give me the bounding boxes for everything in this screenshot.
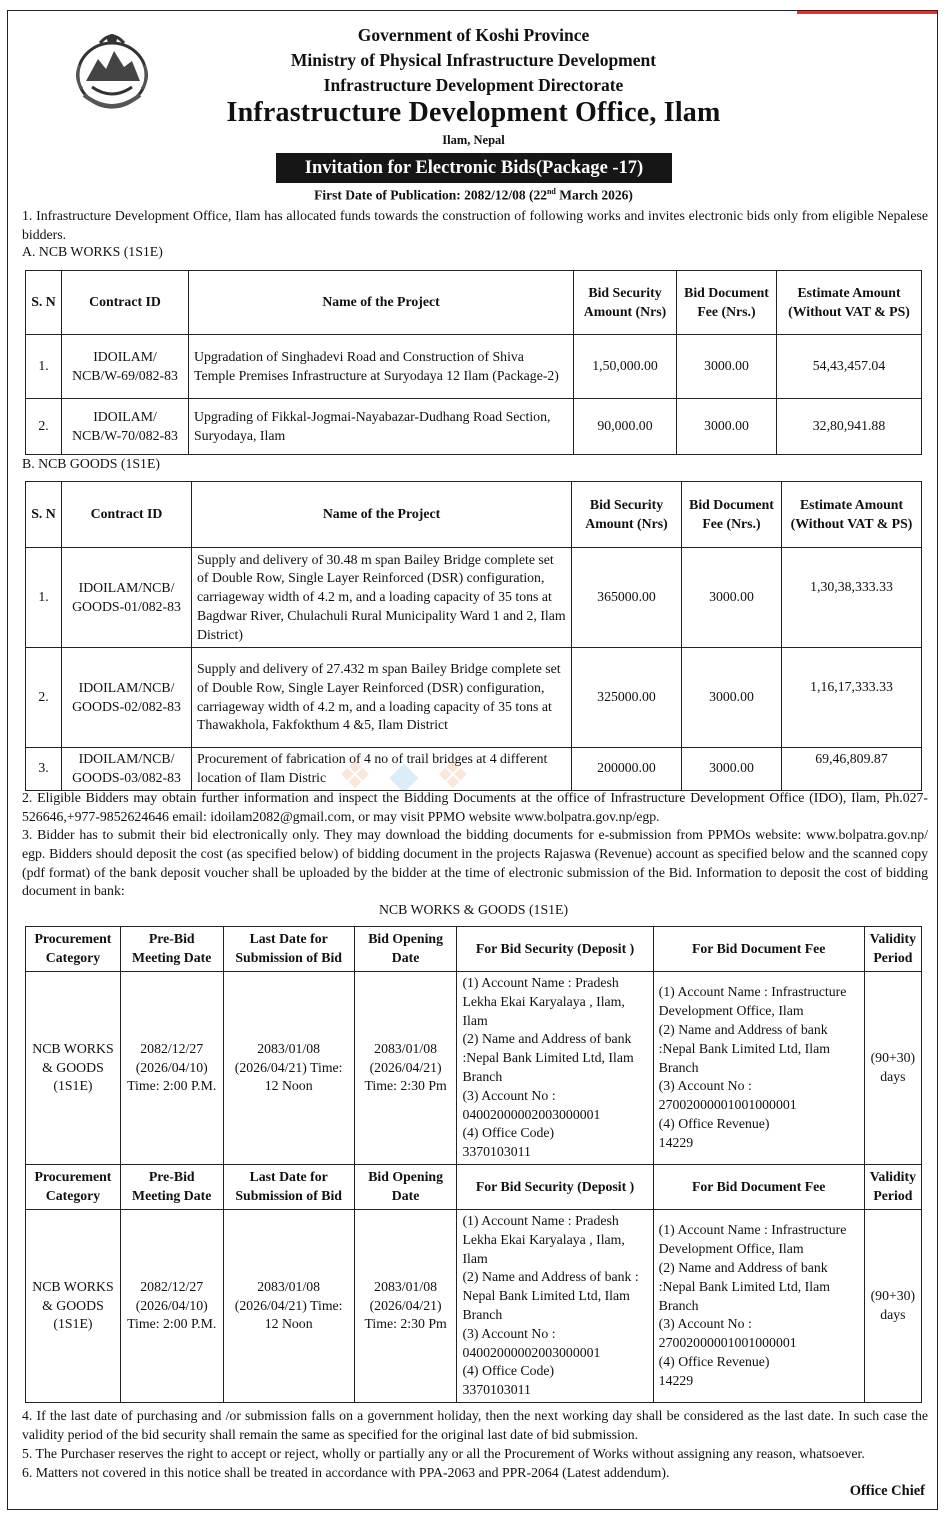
cell-validity: (90+30) days <box>864 972 921 1165</box>
col-header: S. N <box>26 482 62 548</box>
pub-date-sup: nd <box>546 187 556 196</box>
col-header: Bid Opening Date <box>354 1164 457 1209</box>
cell-bid-security: 90,000.00 <box>574 399 677 455</box>
cell-contract-id: IDOILAM/NCB/ GOODS-03/082-83 <box>62 748 192 791</box>
paragraph-4: 4. If the last date of purchasing and /or submission falls on a government holiday, then the next working day shall be considered as the last date. In such case the validity period of the bid security shall remain the same as specified for the original last date of bid submission. <box>22 1408 928 1442</box>
directorate-name: Infrastructure Development Directorate <box>323 75 624 95</box>
table-row <box>26 648 922 748</box>
account-line: (2) Name and Address of bank :Nepal Bank Limited Ltd, Ilam Branch <box>462 1031 634 1084</box>
cell-prebid-date: 2082/12/27 (2026/04/10) Time: 2:00 P.M. <box>120 1209 223 1402</box>
cell-sn: 2. <box>26 648 62 748</box>
account-line: (1) Account Name : Pradesh Lekha Ekai Karyalaya , Ilam, Ilam <box>462 975 625 1028</box>
cell-project-name: Supply and delivery of 27.432 m span Bailey Bridge complete set of Double Row, Single Layer Reinforced (DSR) configuration, carriageway width of 4.2 m, and a loading capacity of 35 tons at Thawakhola, Fakfokthum 4 &5, Ilam District <box>192 648 572 748</box>
account-line: 3370103011 <box>462 1144 531 1160</box>
office-location: Ilam, Nepal <box>442 133 505 147</box>
account-line: (2) Name and Address of bank : Nepal Bank Limited Ltd, Ilam Branch <box>462 1269 639 1322</box>
cell-contract-id: IDOILAM/NCB/ GOODS-02/082-83 <box>62 648 192 748</box>
cell-category: NCB WORKS & GOODS (1S1E) <box>26 1209 121 1402</box>
cell-sn: 3. <box>26 748 62 791</box>
table-row <box>26 399 922 455</box>
col-header: Bid Security Amount (Nrs) <box>572 482 682 548</box>
col-header: Bid Opening Date <box>354 927 457 972</box>
col-header: For Bid Document Fee <box>653 1164 864 1209</box>
col-header: Name of the Project <box>189 271 574 335</box>
cell-estimate: 1,30,38,333.33 <box>782 548 922 648</box>
account-line: (3) Account No : 04002000002003000001 <box>462 1087 601 1122</box>
schedule-title: NCB WORKS & GOODS (1S1E) <box>378 902 569 917</box>
cell-estimate: 32,80,941.88 <box>777 399 922 455</box>
account-line: 3370103011 <box>462 1382 531 1398</box>
account-line: (2) Name and Address of bank :Nepal Bank Limited Ltd, Ilam Branch <box>658 1021 830 1075</box>
government-name: Government of Koshi Province <box>357 25 590 45</box>
cell-opening-date: 2083/01/08 (2026/04/21) Time: 2:30 Pm <box>354 1209 457 1402</box>
signature-office-chief: Office Chief <box>849 1483 925 1499</box>
col-header: Bid Document Fee (Nrs.) <box>677 271 777 335</box>
cell-sn: 1. <box>26 335 62 399</box>
schedule-table <box>25 926 922 1403</box>
account-line: (3) Account No : 27002000001001000001 <box>658 1316 797 1351</box>
notice-banner: Invitation for Electronic Bids(Package -17) <box>276 153 672 183</box>
table-row <box>26 748 922 791</box>
paragraph-6: 6. Matters not covered in this notice shall be treated in accordance with PPA-2063 and PPR-2064 (Latest addendum). <box>22 1465 670 1480</box>
cell-prebid-date: 2082/12/27 (2026/04/10) Time: 2:00 P.M. <box>120 972 223 1165</box>
cell-project-name: Procurement of fabrication of 4 no of trail bridges at 4 different location of Ilam Distric <box>192 748 572 791</box>
table-row <box>26 1209 922 1402</box>
account-line: (1) Account Name : Pradesh Lekha Ekai Karyalaya , Ilam, Ilam <box>462 1212 625 1266</box>
pub-date-suffix: March 2026) <box>555 187 633 203</box>
col-header: Validity Period <box>864 927 921 972</box>
table-row <box>26 972 922 1165</box>
cell-doc-fee: 3000.00 <box>677 399 777 455</box>
cell-project-name: Supply and delivery of 30.48 m span Bailey Bridge complete set of Double Row, Single Layer Reinforced (DSR) configuration, carriageway width of 4.2 m, and a loading capacity of 35 tons at Bagdwar River, Chulachuli Rural Municipality Ward 1 and 2, Ilam District) <box>192 548 572 648</box>
ministry-name: Ministry of Physical Infrastructure Development <box>290 50 657 70</box>
col-header: Pre-Bid Meeting Date <box>120 1164 223 1209</box>
section-b-title: B. NCB GOODS (1S1E) <box>22 456 160 471</box>
col-header: Bid Security Amount (Nrs) <box>574 271 677 335</box>
col-header: Name of the Project <box>192 482 572 548</box>
account-line: (4) Office Code) <box>462 1363 555 1379</box>
paragraph-2: 2. Eligible Bidders may obtain further information and inspect the Bidding Documents at the office of Infrastructure Development Office (IDO), Ilam, Ph.027-526646,+977-9852624646 email: idoilam2082@gmail.com, or may visit PPMO website www.bolpatra.gov.np/egp. <box>22 790 928 824</box>
watermark-logo: ❖ ◆ ❖ <box>338 753 472 797</box>
cell-doc-fee: 3000.00 <box>682 548 782 648</box>
table-header-row <box>26 1164 922 1209</box>
section-a-title: A. NCB WORKS (1S1E) <box>22 244 163 259</box>
pub-date-prefix: First Date of Publication: 2082/12/08 (22 <box>314 187 547 203</box>
table-row <box>26 335 922 399</box>
cell-contract-id: IDOILAM/ NCB/W-69/082-83 <box>62 335 189 399</box>
col-header: Pre-Bid Meeting Date <box>120 927 223 972</box>
account-line: (3) Account No : 27002000001001000001 <box>658 1078 797 1113</box>
cell-last-date: 2083/01/08 (2026/04/21) Time: 12 Noon <box>223 972 354 1165</box>
col-header: Estimate Amount (Without VAT & PS) <box>777 271 922 335</box>
account-line: 14229 <box>658 1372 694 1388</box>
cell-bid-security-account <box>457 1209 653 1402</box>
cell-project-name: Upgrading of Fikkal-Jogmai-Nayabazar-Dudhang Road Section, Suryodaya, Ilam <box>189 399 574 455</box>
top-accent-bar <box>797 11 937 14</box>
cell-bid-security-account <box>457 972 653 1165</box>
cell-estimate: 1,16,17,333.33 <box>782 648 922 748</box>
cell-category: NCB WORKS & GOODS (1S1E) <box>26 972 121 1165</box>
cell-last-date: 2083/01/08 (2026/04/21) Time: 12 Noon <box>223 1209 354 1402</box>
cell-doc-fee: 3000.00 <box>682 748 782 791</box>
col-header: Procurement Category <box>26 1164 121 1209</box>
col-header: Last Date for Submission of Bid <box>223 927 354 972</box>
account-line: (4) Office Revenue) <box>658 1353 770 1369</box>
col-header: Last Date for Submission of Bid <box>223 1164 354 1209</box>
works-table <box>25 270 922 455</box>
account-line: (1) Account Name : Infrastructure Development Office, Ilam <box>658 1222 847 1257</box>
account-line: (3) Account No : 04002000002003000001 <box>462 1325 601 1360</box>
cell-validity: (90+30) days <box>864 1209 921 1402</box>
paragraph-3: 3. Bidder has to submit their bid electronically only. They may download the bidding documents for e-submission from PPMOs website: www.bolpatra.gov.np/ egp. Bidders should deposit the cost (as specified below) of bidding document in the projects Rajaswa (Revenue) account as specified below and the scanned copy (pdf format) of the bank deposit voucher shall be uploaded by the bidder at the time of electronic submission of the Bid. Information to deposit the cost of bidding document in bank: <box>22 827 928 899</box>
table-header-row <box>26 271 922 335</box>
account-line: (4) Office Revenue) <box>658 1115 770 1131</box>
account-line: 14229 <box>658 1134 694 1150</box>
col-header: Estimate Amount (Without VAT & PS) <box>782 482 922 548</box>
col-header: For Bid Document Fee <box>653 927 864 972</box>
cell-bid-security: 365000.00 <box>572 548 682 648</box>
cell-estimate: 69,46,809.87 <box>782 748 922 791</box>
table-header-row <box>26 482 922 548</box>
cell-doc-fee: 3000.00 <box>677 335 777 399</box>
table-header-row <box>26 927 922 972</box>
cell-bid-security: 325000.00 <box>572 648 682 748</box>
goods-table <box>25 481 922 791</box>
cell-doc-fee: 3000.00 <box>682 648 782 748</box>
account-line: (2) Name and Address of bank :Nepal Bank Limited Ltd, Ilam Branch <box>658 1259 830 1313</box>
cell-bid-security: 200000.00 <box>572 748 682 791</box>
col-header: For Bid Security (Deposit ) <box>457 927 653 972</box>
cell-sn: 1. <box>26 548 62 648</box>
col-header: Contract ID <box>62 271 189 335</box>
cell-opening-date: 2083/01/08 (2026/04/21) Time: 2:30 Pm <box>354 972 457 1165</box>
cell-doc-fee-account <box>653 972 864 1165</box>
cell-project-name: Upgradation of Singhadevi Road and Construction of Shiva Temple Premises Infrastructure at Suryodaya 12 Ilam (Package-2) <box>189 335 574 399</box>
col-header: Procurement Category <box>26 927 121 972</box>
cell-doc-fee-account <box>653 1209 864 1402</box>
col-header: Validity Period <box>864 1164 921 1209</box>
col-header: S. N <box>26 271 62 335</box>
account-line: (4) Office Code) <box>462 1125 555 1141</box>
col-header: Bid Document Fee (Nrs.) <box>682 482 782 548</box>
col-header: For Bid Security (Deposit ) <box>457 1164 653 1209</box>
cell-sn: 2. <box>26 399 62 455</box>
cell-contract-id: IDOILAM/ NCB/W-70/082-83 <box>62 399 189 455</box>
cell-estimate: 54,43,457.04 <box>777 335 922 399</box>
office-title: Infrastructure Development Office, Ilam <box>226 97 721 128</box>
cell-contract-id: IDOILAM/NCB/ GOODS-01/082-83 <box>62 548 192 648</box>
notice-page <box>7 10 938 1510</box>
col-header: Contract ID <box>62 482 192 548</box>
account-line: (1) Account Name : Infrastructure Development Office, Ilam <box>658 984 847 1019</box>
publication-date <box>8 187 939 204</box>
cell-bid-security: 1,50,000.00 <box>574 335 677 399</box>
intro-paragraph: 1. Infrastructure Development Office, Ilam has allocated funds towards the construction of following works and invites electronic bids only from eligible Nepalese bidders. <box>22 208 928 242</box>
paragraph-5: 5. The Purchaser reserves the right to accept or reject, wholly or partially any or all the Procurement of Works without assigning any reason, whatsoever. <box>22 1446 865 1461</box>
table-row <box>26 548 922 648</box>
